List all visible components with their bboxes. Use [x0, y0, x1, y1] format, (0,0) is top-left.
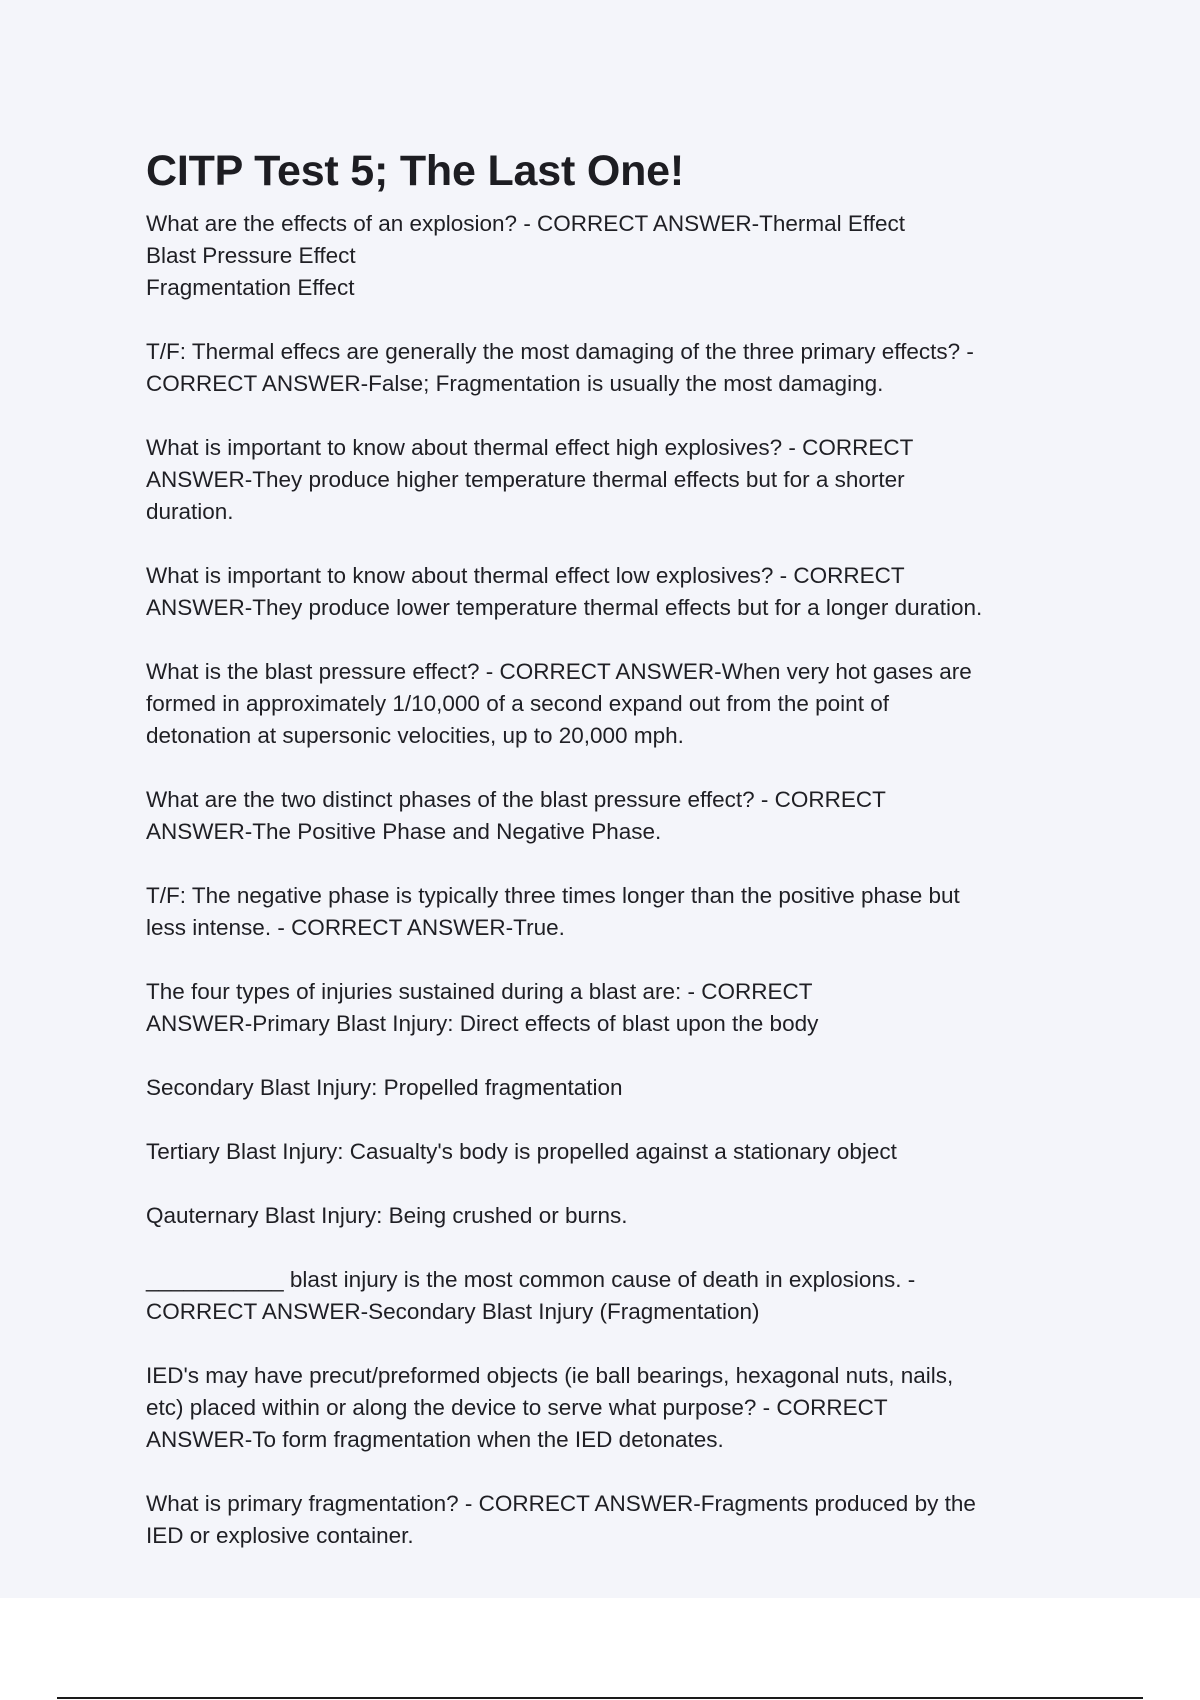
qa-paragraph: [146, 1488, 1066, 1552]
qa-line: ANSWER-The Positive Phase and Negative Phase.: [146, 819, 662, 844]
qa-line: ANSWER-Primary Blast Injury: Direct effects of blast upon the body: [146, 1011, 819, 1036]
qa-paragraph: [146, 208, 1066, 304]
qa-line: What is important to know about thermal effect high explosives? - CORRECT: [146, 435, 914, 460]
qa-paragraph: [146, 656, 1066, 752]
qa-line: ANSWER-To form fragmentation when the IED detonates.: [146, 1427, 724, 1452]
qa-line: T/F: Thermal effecs are generally the most damaging of the three primary effects? -: [146, 339, 974, 364]
qa-paragraph: [146, 1360, 1066, 1456]
qa-line: etc) placed within or along the device to serve what purpose? - CORRECT: [146, 1395, 888, 1420]
qa-paragraph: [146, 1072, 1066, 1104]
qa-paragraph: [146, 1200, 1066, 1232]
qa-line: IED or explosive container.: [146, 1523, 414, 1548]
qa-line: IED's may have precut/preformed objects (ie ball bearings, hexagonal nuts, nails,: [146, 1363, 954, 1388]
qa-line: ANSWER-They produce higher temperature thermal effects but for a shorter: [146, 467, 905, 492]
qa-paragraph: [146, 336, 1066, 400]
qa-line: T/F: The negative phase is typically three times longer than the positive phase but: [146, 883, 960, 908]
qa-paragraph: [146, 1136, 1066, 1168]
qa-line: formed in approximately 1/10,000 of a second expand out from the point of: [146, 691, 889, 716]
qa-paragraph: [146, 784, 1066, 848]
qa-line: detonation at supersonic velocities, up to 20,000 mph.: [146, 723, 684, 748]
qa-line: ___________ blast injury is the most common cause of death in explosions. -: [146, 1267, 916, 1292]
qa-line: Qauternary Blast Injury: Being crushed or burns.: [146, 1203, 628, 1228]
qa-line: Blast Pressure Effect: [146, 243, 356, 268]
qa-list: [146, 208, 1066, 1552]
qa-line: What are the effects of an explosion? - CORRECT ANSWER-Thermal Effect: [146, 211, 906, 236]
document-body: [146, 146, 1066, 1552]
qa-line: Secondary Blast Injury: Propelled fragmentation: [146, 1075, 623, 1100]
qa-line: What are the two distinct phases of the blast pressure effect? - CORRECT: [146, 787, 886, 812]
qa-line: CORRECT ANSWER-Secondary Blast Injury (Fragmentation): [146, 1299, 760, 1324]
qa-paragraph: [146, 560, 1066, 624]
qa-paragraph: [146, 976, 1066, 1040]
qa-line: Fragmentation Effect: [146, 275, 355, 300]
qa-paragraph: [146, 432, 1066, 528]
qa-line: What is primary fragmentation? - CORRECT ANSWER-Fragments produced by the: [146, 1491, 976, 1516]
qa-paragraph: [146, 1264, 1066, 1328]
qa-line: less intense. - CORRECT ANSWER-True.: [146, 915, 565, 940]
qa-line: Tertiary Blast Injury: Casualty's body is propelled against a stationary object: [146, 1139, 897, 1164]
qa-line: duration.: [146, 499, 234, 524]
qa-line: ANSWER-They produce lower temperature thermal effects but for a longer duration.: [146, 595, 983, 620]
footer-divider: [57, 1697, 1143, 1699]
qa-line: What is important to know about thermal effect low explosives? - CORRECT: [146, 563, 905, 588]
qa-line: CORRECT ANSWER-False; Fragmentation is usually the most damaging.: [146, 371, 884, 396]
qa-paragraph: [146, 880, 1066, 944]
qa-line: The four types of injuries sustained during a blast are: - CORRECT: [146, 979, 813, 1004]
document-title: CITP Test 5; The Last One!: [146, 147, 684, 195]
qa-line: What is the blast pressure effect? - CORRECT ANSWER-When very hot gases are: [146, 659, 972, 684]
